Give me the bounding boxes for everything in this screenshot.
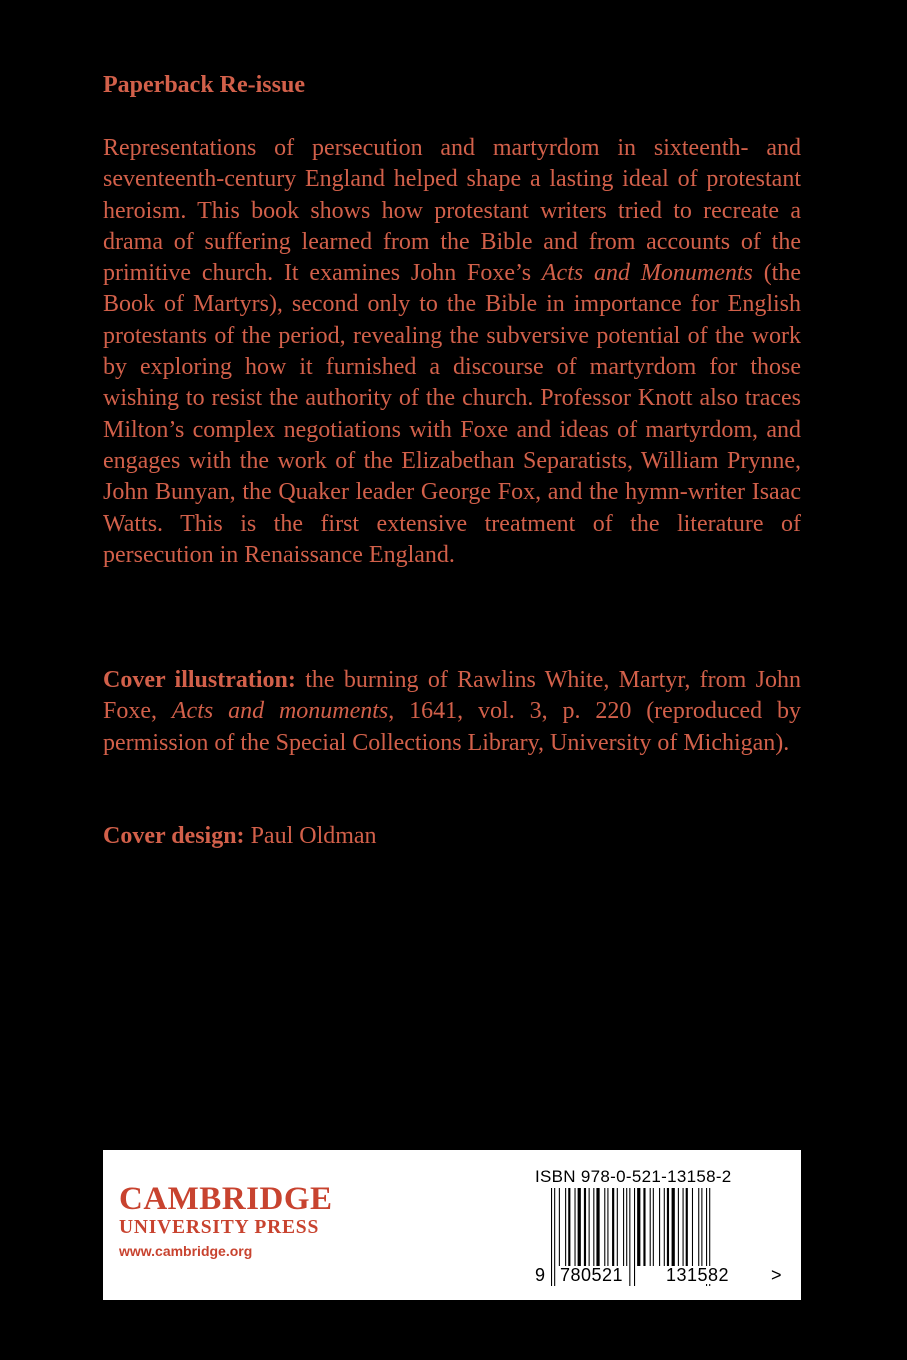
description-part-2: (the Book of Martyrs), second only to the Bible in importance for English protestants of the period, revealing the subversive potential of the work by exploring how it furnished a discourse of martyrdom for those wishing to resist the authority of the church. Professor Knott also traces Milton’s complex negotiations with Foxe and ideas of martyrdom, and engages with the work of the Elizabethan Separatists, William Prynne, John Bunyan, the Quaker leader George Fox, and the hymn-writer Isaac Watts. This is the first extensive treatment of the literature of persecution in Renaissance England.: [103, 260, 801, 568]
cover-illustration-label: Cover illustration:: [103, 667, 296, 693]
barcode-end-mark: >: [771, 1265, 782, 1285]
barcode-digit-group-2: 131582: [666, 1265, 730, 1285]
cover-illustration-text-1: the burning of Rawlins White, Martyr, from John Foxe,: [103, 667, 801, 725]
cover-design-name: Paul Oldman: [244, 823, 377, 849]
description-title-italic: Acts and Monuments: [541, 260, 753, 287]
barcode-digit-group-1: 780521: [560, 1265, 624, 1285]
cover-illustration-credit: [103, 665, 801, 759]
publisher-logo-subname: UNIVERSITY PRESS: [119, 1217, 320, 1238]
cover-illustration-italic: Acts and monuments: [171, 698, 389, 725]
publisher-url: www.cambridge.org: [119, 1243, 253, 1259]
cover-design-credit: [103, 821, 801, 852]
cover-illustration-text-2: , 1641, vol. 3, p. 220 (reproduced by permission of the Special Collections Library, University of Michigan).: [103, 698, 801, 756]
publisher-barcode-panel: [103, 1150, 801, 1300]
book-description: [103, 133, 801, 571]
publisher-logo-name: CAMBRIDGE: [119, 1181, 333, 1217]
cover-design-label: Cover design:: [103, 823, 245, 849]
barcode-lead-digit: 9: [535, 1265, 546, 1285]
description-part-1: Representations of persecution and martyrdom in sixteenth- and seventeenth-century England helped shape a lasting ideal of protestant heroism. This book shows how protestant writers tried to recreate a drama of suffering learned from the Bible and from accounts of the primitive church. It examines John Foxe’s: [103, 135, 801, 287]
reissue-heading: Paperback Re-issue: [103, 72, 305, 98]
isbn-label: ISBN 978-0-521-13158-2: [535, 1167, 732, 1186]
